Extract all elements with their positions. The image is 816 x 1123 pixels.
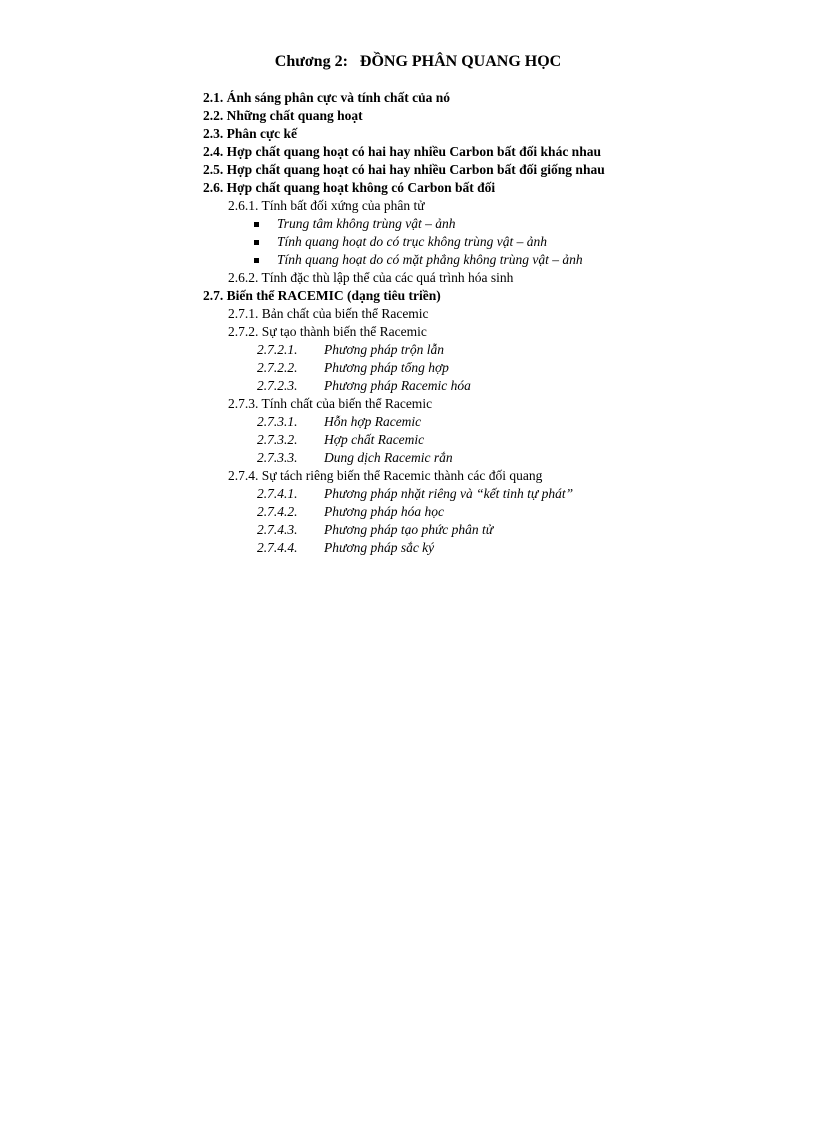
section-number: 2.6. xyxy=(203,180,227,195)
toc-subsection-2-7-4: 2.7.4. Sự tách riêng biến thể Racemic thành các đối quang xyxy=(228,468,543,483)
toc-subsection-2-6-2: 2.6.2. Tính đặc thù lập thể của các quá trình hóa sinh xyxy=(228,270,514,285)
bullet-text: Tính quang hoạt do có mặt phẳng không trùng vật – ảnh xyxy=(277,252,583,267)
table-of-contents xyxy=(203,89,631,557)
toc-item-2-7-2-2 xyxy=(203,359,631,377)
square-bullet-icon xyxy=(254,240,259,245)
item-text: Phương pháp sắc ký xyxy=(324,540,435,555)
item-text: Hợp chất Racemic xyxy=(324,432,425,447)
toc-item-2-7-2-3 xyxy=(203,377,631,395)
section-number: 2.3. xyxy=(203,126,227,141)
item-text: Phương pháp Racemic hóa xyxy=(324,378,471,393)
toc-section-2-5 xyxy=(203,161,631,179)
item-number: 2.7.3.3. xyxy=(257,450,298,465)
item-text: Phương pháp tạo phức phân tử xyxy=(324,522,494,537)
item-number: 2.7.3.1. xyxy=(257,414,298,429)
bullet-text: Tính quang hoạt do có trục không trùng vật – ảnh xyxy=(277,234,547,249)
toc-section-2-2 xyxy=(203,107,631,125)
item-text: Hỗn hợp Racemic xyxy=(324,414,422,429)
toc-item-2-7-3-1 xyxy=(203,413,631,431)
section-number: 2.2. xyxy=(203,108,227,123)
section-number: 2.1. xyxy=(203,90,227,105)
square-bullet-icon xyxy=(254,258,259,263)
toc-item-2-7-4-4 xyxy=(203,539,631,557)
toc-item-2-7-2-1 xyxy=(203,341,631,359)
item-text: Dung dịch Racemic rắn xyxy=(324,450,453,465)
item-number: 2.7.4.2. xyxy=(257,504,298,519)
toc-section-2-6 xyxy=(203,179,631,197)
toc-bullet-item xyxy=(203,233,631,251)
bullet-text: Trung tâm không trùng vật – ảnh xyxy=(277,216,456,231)
chapter-title: Chương 2: ĐỒNG PHÂN QUANG HỌC xyxy=(274,53,562,70)
toc-section-2-3 xyxy=(203,125,631,143)
item-number: 2.7.4.1. xyxy=(257,486,298,501)
item-number: 2.7.4.3. xyxy=(257,522,298,537)
section-title: Hợp chất quang hoạt có hai hay nhiều Carbon bất đối giống nhau xyxy=(226,162,605,177)
square-bullet-icon xyxy=(254,222,259,227)
item-number: 2.7.2.1. xyxy=(257,342,298,357)
toc-section-2-7 xyxy=(203,287,631,305)
section-number: 2.5. xyxy=(203,162,227,177)
toc-subsection-2-7-1: 2.7.1. Bản chất của biến thể Racemic xyxy=(228,306,429,321)
toc-bullet-item xyxy=(203,215,631,233)
toc-item-2-7-3-3 xyxy=(203,449,631,467)
toc-section-2-1 xyxy=(203,89,631,107)
item-number: 2.7.3.2. xyxy=(257,432,298,447)
toc-subsection-2-7-3: 2.7.3. Tính chất của biến thể Racemic xyxy=(228,396,433,411)
section-title: Biến thể RACEMIC (dạng tiêu triền) xyxy=(226,288,441,303)
item-text: Phương pháp trộn lẫn xyxy=(324,342,444,357)
toc-item-2-7-4-1 xyxy=(203,485,631,503)
toc-item-2-7-4-2 xyxy=(203,503,631,521)
section-title: Những chất quang hoạt xyxy=(226,108,363,123)
item-text: Phương pháp hóa học xyxy=(324,504,444,519)
section-title: Phân cực kế xyxy=(226,126,297,141)
item-text: Phương pháp tổng hợp xyxy=(324,360,449,375)
toc-item-2-7-3-2 xyxy=(203,431,631,449)
section-title: Hợp chất quang hoạt có hai hay nhiều Carbon bất đối khác nhau xyxy=(226,144,601,159)
toc-bullet-item xyxy=(203,251,631,269)
section-number: 2.4. xyxy=(203,144,227,159)
item-number: 2.7.2.3. xyxy=(257,378,298,393)
toc-section-2-4 xyxy=(203,143,631,161)
item-number: 2.7.4.4. xyxy=(257,540,298,555)
item-number: 2.7.2.2. xyxy=(257,360,298,375)
toc-item-2-7-4-3 xyxy=(203,521,631,539)
toc-subsection-2-7-2: 2.7.2. Sự tạo thành biến thể Racemic xyxy=(228,324,427,339)
section-number: 2.7. xyxy=(203,288,227,303)
toc-subsection-2-6-1: 2.6.1. Tính bất đối xứng của phân tử xyxy=(228,198,425,213)
section-title: Hợp chất quang hoạt không có Carbon bất đối xyxy=(226,180,496,195)
item-text: Phương pháp nhặt riêng và “kết tinh tự phát” xyxy=(324,486,574,501)
section-title: Ánh sáng phân cực và tính chất của nó xyxy=(226,90,451,105)
